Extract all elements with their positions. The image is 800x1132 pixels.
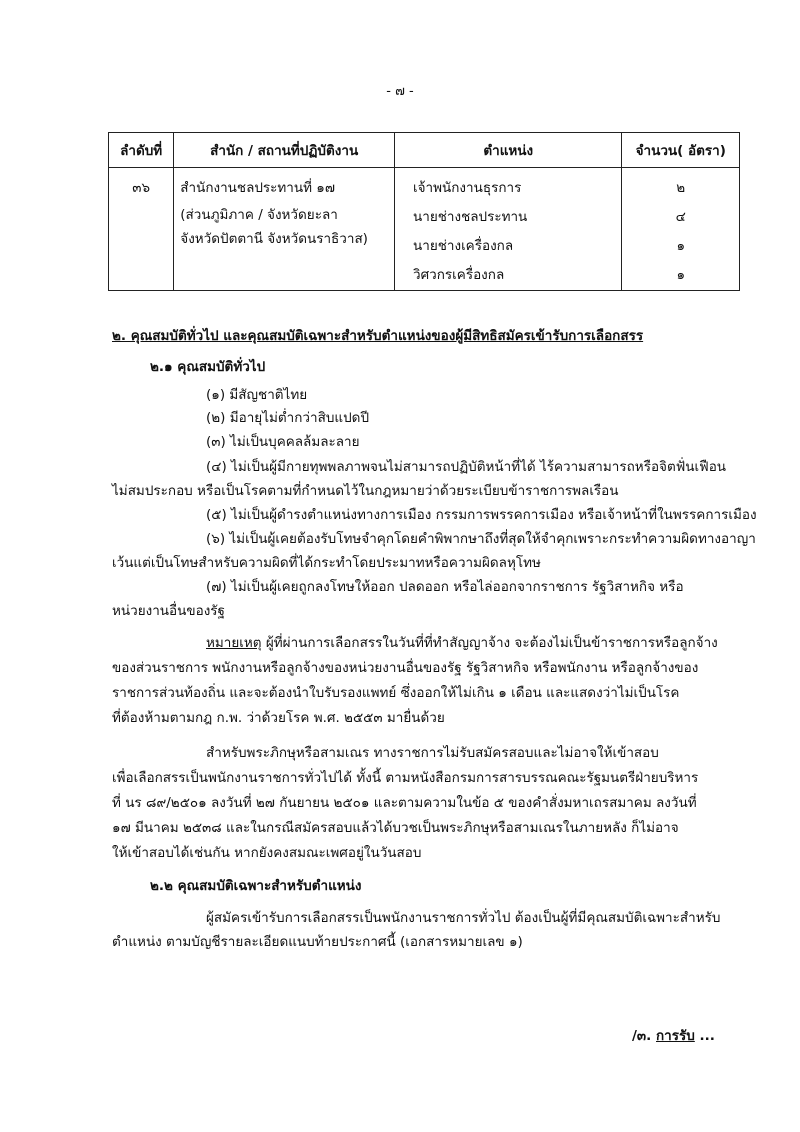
row-positions — [395, 168, 622, 291]
qualification-item-1: (๑) มีสัญชาติไทย — [206, 387, 308, 403]
position-item: วิศวกรเครื่องกล — [413, 267, 505, 283]
header-count: จำนวน( อัตรา) — [622, 133, 740, 168]
row-order — [109, 168, 174, 291]
positions-table — [108, 132, 740, 291]
note-line-4: ที่ต้องห้ามตามกฎ ก.พ. ว่าด้วยโรค พ.ศ. ๒๕๕๓ มายื่นด้วย — [112, 710, 445, 726]
note-line-2: ของส่วนราชการ พนักงานหรือลูกจ้างของหน่วยงานอื่นของรัฐ รัฐวิสาหกิจ หรือพนักงาน หรือลูกจ้างของ — [112, 660, 699, 676]
footer-next-section: การรับ — [656, 1028, 695, 1044]
section-2-title: ๒. คุณสมบัติทั่วไป และคุณสมบัติเฉพาะสำหรับตำแหน่งของผู้มีสิทธิสมัครเข้ารับการเลือกสรร — [112, 328, 644, 344]
qualification-item-7-cont: หน่วยงานอื่นของรัฐ — [112, 603, 225, 619]
row-order-value: ๓๖ — [132, 180, 151, 196]
monk-line-3: ที่ นร ๘๙/๒๕๐๑ ลงวันที่ ๒๗ กันยายน ๒๕๐๑ และตามความในข้อ ๕ ของคำสั่งมหาเถรสมาคม ลงวันที่ — [112, 795, 697, 811]
qualification-item-4-cont: ไม่สมประกอบ หรือเป็นโรคตามที่กำหนดไว้ในกฎหมายว่าด้วยระเบียบข้าราชการพลเรือน — [112, 483, 619, 499]
qualification-item-7: (๗) ไม่เป็นผู้เคยถูกลงโทษให้ออก ปลดออก หรือไล่ออกจากราชการ รัฐวิสาหกิจ หรือ — [206, 579, 684, 595]
section-2-1-title: ๒.๑ คุณสมบัติทั่วไป — [150, 359, 266, 375]
row-office — [174, 168, 395, 291]
monk-line-5: ให้เข้าสอบได้เช่นกัน หากยังคงสมณะเพศอยู่ในวันสอบ — [112, 845, 422, 861]
table-header-row — [109, 133, 740, 168]
qualification-item-4: (๔) ไม่เป็นผู้มีกายทุพพลภาพจนไม่สามารถปฏิบัติหน้าที่ได้ ไร้ความสามารถหรือจิตฟั่นเฟือน — [206, 459, 727, 475]
qualification-item-3: (๓) ไม่เป็นบุคคลล้มละลาย — [206, 434, 360, 450]
specific-qualification-line-2: ตำแหน่ง ตามบัญชีรายละเอียดแนบท้ายประกาศนี้ (เอกสารหมายเลข ๑) — [112, 934, 523, 950]
monk-line-1: สำหรับพระภิกษุหรือสามเณร ทางราชการไม่รับสมัครสอบและไม่อาจให้เข้าสอบ — [206, 745, 659, 761]
specific-qualification-line-1: ผู้สมัครเข้ารับการเลือกสรรเป็นพนักงานราชการทั่วไป ต้องเป็นผู้ที่มีคุณสมบัติเฉพาะสำหรับ — [206, 910, 721, 926]
header-position: ตำแหน่ง — [395, 133, 622, 168]
monk-line-4: ๑๗ มีนาคม ๒๕๓๘ และในกรณีสมัครสอบแล้วได้บวชเป็นพระภิกษุหรือสามเณรในภายหลัง ก็ไม่อาจ — [112, 820, 679, 836]
header-order: ลำดับที่ — [109, 133, 174, 168]
qualification-item-2: (๒) มีอายุไม่ต่ำกว่าสิบแปดปี — [206, 410, 370, 426]
note-text: ผู้ที่ผ่านการเลือกสรรในวันที่ที่ทำสัญญาจ้าง จะต้องไม่เป็นข้าราชการหรือลูกจ้าง — [265, 635, 718, 651]
qualification-item-6-cont: เว้นแต่เป็นโทษสำหรับความผิดที่ได้กระทำโดยประมาทหรือความผิดลหุโทษ — [112, 555, 541, 571]
row-counts — [622, 168, 740, 291]
page-number: - ๗ - — [386, 84, 414, 99]
table-row — [109, 168, 740, 291]
continuation-footer — [632, 1026, 715, 1046]
position-item: เจ้าพนักงานธุรการ — [413, 180, 522, 196]
office-line: จังหวัดปัตตานี จังหวัดนราธิวาส) — [180, 231, 368, 247]
qualification-item-5: (๕) ไม่เป็นผู้ดำรงตำแหน่งทางการเมือง กรรมการพรรคการเมือง หรือเจ้าหน้าที่ในพรรคการเมือง — [206, 507, 757, 523]
note-line-1 — [206, 633, 718, 653]
office-line: (ส่วนภูมิภาค / จังหวัดยะลา — [180, 207, 338, 223]
count-item: ๒ — [676, 180, 686, 196]
footer-suffix: ... — [694, 1028, 715, 1044]
header-office: สำนัก / สถานที่ปฏิบัติงาน — [174, 133, 395, 168]
section-2-2-title: ๒.๒ คุณสมบัติเฉพาะสำหรับตำแหน่ง — [150, 878, 362, 894]
count-item: ๔ — [675, 209, 686, 225]
footer-prefix: /๓. — [632, 1028, 652, 1044]
position-item: นายช่างเครื่องกล — [413, 238, 514, 254]
note-line-3: ราชการส่วนท้องถิ่น และจะต้องนำใบรับรองแพทย์ ซึ่งออกให้ไม่เกิน ๑ เดือน และแสดงว่าไม่เป็นโรค — [112, 685, 680, 701]
qualification-item-6: (๖) ไม่เป็นผู้เคยต้องรับโทษจำคุกโดยคำพิพากษาถึงที่สุดให้จำคุกเพราะกระทำความผิดทางอาญา — [206, 531, 756, 547]
count-item: ๑ — [676, 238, 686, 254]
position-item: นายช่างชลประทาน — [413, 209, 528, 225]
office-line: สำนักงานชลประทานที่ ๑๗ — [180, 180, 336, 196]
count-item: ๑ — [676, 267, 686, 283]
note-label: หมายเหตุ — [206, 635, 262, 651]
monk-line-2: เพื่อเลือกสรรเป็นพนักงานราชการทั่วไปได้ ทั้งนี้ ตามหนังสือกรมการสารบรรณคณะรัฐมนตรีฝ่ายบริหาร — [112, 770, 699, 786]
